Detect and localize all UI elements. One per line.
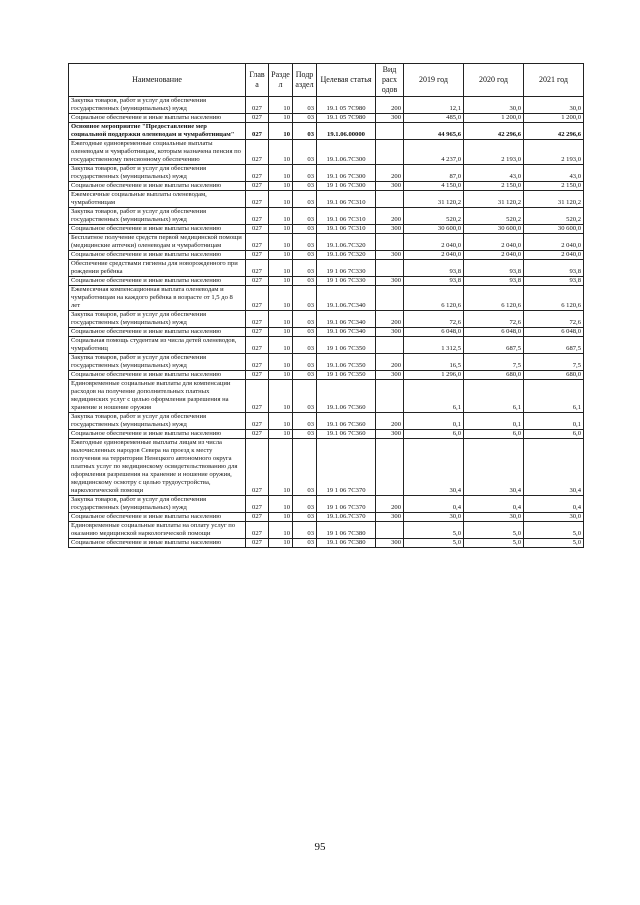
cell-expense-type: 200: [376, 354, 404, 371]
cell-podrazdel: 03: [293, 251, 317, 260]
cell-target-article: 19.1 06 7С310: [317, 225, 376, 234]
cell-razdel: 10: [269, 260, 293, 277]
cell-glava: 027: [246, 182, 269, 191]
cell-name: Социальное обеспечение и иные выплаты населению: [69, 251, 246, 260]
cell-2021: 6,1: [524, 380, 584, 413]
cell-name: Закупка товаров, работ и услуг для обеспечения государственных (муниципальных) нужд: [69, 97, 246, 114]
cell-glava: 027: [246, 140, 269, 165]
cell-glava: 027: [246, 539, 269, 548]
cell-2019: 5,0: [404, 539, 464, 548]
cell-name: Закупка товаров, работ и услуг для обеспечения государственных (муниципальных) нужд: [69, 413, 246, 430]
cell-target-article: 19.1.06.7С370: [317, 513, 376, 522]
cell-glava: 027: [246, 513, 269, 522]
cell-2021: 72,6: [524, 311, 584, 328]
cell-razdel: 10: [269, 337, 293, 354]
cell-razdel: 10: [269, 165, 293, 182]
cell-name: Ежемесячные социальные выплаты оленеводам, чумработницам: [69, 191, 246, 208]
cell-glava: 027: [246, 328, 269, 337]
cell-razdel: 10: [269, 439, 293, 496]
table-header-row: [69, 64, 584, 97]
table-row: [69, 277, 584, 286]
cell-razdel: 10: [269, 522, 293, 539]
budget-table: [68, 63, 584, 548]
cell-expense-type: 300: [376, 114, 404, 123]
cell-podrazdel: 03: [293, 114, 317, 123]
cell-glava: 027: [246, 413, 269, 430]
cell-2019: 12,1: [404, 97, 464, 114]
column-header: Глав а: [246, 64, 269, 97]
cell-2020: 0,4: [464, 496, 524, 513]
table-row: [69, 251, 584, 260]
cell-glava: 027: [246, 522, 269, 539]
cell-2019: 93,8: [404, 260, 464, 277]
cell-name: Ежегодные единовременные выплаты лицам из числа малочисленных народов Севера на проезд к месту получения на территории Ненецкого автономного округа платных услуг по медицинскому освидетельствованию для оформления разрешения на хранение и ношение оружия, медицинскому осмотру с целью трудоустройства, наркологической помощи: [69, 439, 246, 496]
cell-2020: 6,1: [464, 380, 524, 413]
table-row: [69, 123, 584, 140]
page-number: 95: [314, 841, 326, 853]
cell-expense-type: 200: [376, 97, 404, 114]
cell-target-article: 19 1 06 7С370: [317, 439, 376, 496]
cell-2020: 520,2: [464, 208, 524, 225]
cell-2020: 6 048,0: [464, 328, 524, 337]
cell-2019: 16,5: [404, 354, 464, 371]
cell-expense-type: [376, 439, 404, 496]
table-row: [69, 140, 584, 165]
cell-2020: 30,4: [464, 439, 524, 496]
cell-2021: 2 040,0: [524, 234, 584, 251]
cell-name: Социальное обеспечение и иные выплаты населению: [69, 277, 246, 286]
cell-target-article: 19.1.06.00000: [317, 123, 376, 140]
cell-name: Закупка товаров, работ и услуг для обеспечения государственных (муниципальных) нужд: [69, 496, 246, 513]
cell-target-article: 19.1 06 7С380: [317, 539, 376, 548]
cell-podrazdel: 03: [293, 234, 317, 251]
cell-razdel: 10: [269, 380, 293, 413]
cell-razdel: 10: [269, 371, 293, 380]
cell-razdel: 10: [269, 225, 293, 234]
cell-2021: 680,0: [524, 371, 584, 380]
cell-glava: 027: [246, 97, 269, 114]
cell-2021: 687,5: [524, 337, 584, 354]
cell-2021: 2 150,0: [524, 182, 584, 191]
cell-target-article: 19.1.06 7С360: [317, 380, 376, 413]
column-header: 2021 год: [524, 64, 584, 97]
cell-2019: 31 120,2: [404, 191, 464, 208]
table-row: [69, 286, 584, 311]
cell-2019: 6,1: [404, 380, 464, 413]
cell-2019: 5,0: [404, 522, 464, 539]
cell-2021: 0,4: [524, 496, 584, 513]
cell-expense-type: [376, 140, 404, 165]
cell-razdel: 10: [269, 251, 293, 260]
cell-expense-type: 300: [376, 277, 404, 286]
cell-2020: 42 296,6: [464, 123, 524, 140]
cell-2020: 1 200,0: [464, 114, 524, 123]
column-header: Разде л: [269, 64, 293, 97]
cell-2021: 93,8: [524, 277, 584, 286]
cell-2020: 2 040,0: [464, 234, 524, 251]
cell-podrazdel: 03: [293, 260, 317, 277]
cell-2019: 6 048,0: [404, 328, 464, 337]
table-row: [69, 539, 584, 548]
cell-2021: 5,0: [524, 539, 584, 548]
table-row: [69, 114, 584, 123]
table-row: [69, 208, 584, 225]
cell-glava: 027: [246, 191, 269, 208]
cell-podrazdel: 03: [293, 513, 317, 522]
cell-razdel: 10: [269, 513, 293, 522]
cell-name: Социальное обеспечение и иные выплаты населению: [69, 114, 246, 123]
cell-expense-type: 200: [376, 413, 404, 430]
cell-2020: 31 120,2: [464, 191, 524, 208]
cell-glava: 027: [246, 208, 269, 225]
cell-2020: 30,0: [464, 97, 524, 114]
table-row: [69, 225, 584, 234]
cell-expense-type: 300: [376, 182, 404, 191]
cell-glava: 027: [246, 337, 269, 354]
cell-name: Закупка товаров, работ и услуг для обеспечения государственных (муниципальных) нужд: [69, 208, 246, 225]
cell-2021: 30,0: [524, 513, 584, 522]
cell-podrazdel: 03: [293, 439, 317, 496]
cell-2021: 31 120,2: [524, 191, 584, 208]
table-row: [69, 513, 584, 522]
cell-2021: 0,1: [524, 413, 584, 430]
cell-target-article: 19.1.06.7С300: [317, 140, 376, 165]
cell-name: Основное мероприятие "Предоставление мер социальной поддержки оленеводам и чумработницам": [69, 123, 246, 140]
cell-name: Единовременные социальные выплаты для компенсации расходов на получение дополнительных платных медицинских услуг с целью оформления разрешения на хранение и ношение оружия: [69, 380, 246, 413]
cell-expense-type: [376, 522, 404, 539]
table-row: [69, 413, 584, 430]
cell-razdel: 10: [269, 277, 293, 286]
cell-target-article: 19 1 06 7С300: [317, 182, 376, 191]
cell-2020: 30 600,0: [464, 225, 524, 234]
cell-2021: 6 120,6: [524, 286, 584, 311]
cell-2019: 87,0: [404, 165, 464, 182]
cell-target-article: 19 1 06 7С380: [317, 522, 376, 539]
cell-target-article: 19.1 06 7С340: [317, 328, 376, 337]
cell-podrazdel: 03: [293, 496, 317, 513]
cell-target-article: 19 1 06 7С370: [317, 496, 376, 513]
cell-2021: 2 040,0: [524, 251, 584, 260]
cell-glava: 027: [246, 354, 269, 371]
cell-podrazdel: 03: [293, 337, 317, 354]
cell-podrazdel: 03: [293, 380, 317, 413]
cell-2020: 5,0: [464, 539, 524, 548]
cell-target-article: 19.1 06 7С310: [317, 208, 376, 225]
cell-razdel: 10: [269, 286, 293, 311]
cell-2020: 93,8: [464, 277, 524, 286]
cell-podrazdel: 03: [293, 225, 317, 234]
cell-razdel: 10: [269, 311, 293, 328]
cell-2019: 44 965,6: [404, 123, 464, 140]
cell-glava: 027: [246, 251, 269, 260]
cell-glava: 027: [246, 311, 269, 328]
table-row: [69, 234, 584, 251]
cell-target-article: 19.1 06 7С340: [317, 311, 376, 328]
cell-razdel: 10: [269, 208, 293, 225]
cell-glava: 027: [246, 380, 269, 413]
table-row: [69, 371, 584, 380]
cell-expense-type: [376, 123, 404, 140]
cell-podrazdel: 03: [293, 371, 317, 380]
table-row: [69, 97, 584, 114]
cell-2020: 2 040,0: [464, 251, 524, 260]
cell-2019: 4 237,0: [404, 140, 464, 165]
table-row: [69, 354, 584, 371]
cell-expense-type: 300: [376, 371, 404, 380]
cell-2019: 4 150,0: [404, 182, 464, 191]
cell-2020: 2 193,0: [464, 140, 524, 165]
table-row: [69, 328, 584, 337]
cell-podrazdel: 03: [293, 286, 317, 311]
cell-target-article: 19.1 05 7С980: [317, 114, 376, 123]
cell-2020: 72,6: [464, 311, 524, 328]
cell-glava: 027: [246, 439, 269, 496]
cell-expense-type: 300: [376, 225, 404, 234]
cell-expense-type: 200: [376, 165, 404, 182]
column-header: 2020 год: [464, 64, 524, 97]
cell-expense-type: [376, 191, 404, 208]
cell-name: Социальное обеспечение и иные выплаты населению: [69, 371, 246, 380]
cell-2019: 30,0: [404, 513, 464, 522]
cell-2020: 7,5: [464, 354, 524, 371]
cell-expense-type: 200: [376, 311, 404, 328]
cell-podrazdel: 03: [293, 328, 317, 337]
cell-razdel: 10: [269, 328, 293, 337]
cell-name: Закупка товаров, работ и услуг для обеспечения государственных (муниципальных) нужд: [69, 354, 246, 371]
cell-razdel: 10: [269, 191, 293, 208]
cell-target-article: 19.1 05 7С980: [317, 97, 376, 114]
cell-name: Ежемесячная компенсационная выплата оленеводам и чумработницам на каждого ребёнка в возрасте от 1,5 до 8 лет: [69, 286, 246, 311]
cell-name: Социальное обеспечение и иные выплаты населению: [69, 225, 246, 234]
cell-razdel: 10: [269, 114, 293, 123]
cell-podrazdel: 03: [293, 311, 317, 328]
cell-podrazdel: 03: [293, 430, 317, 439]
column-header: 2019 год: [404, 64, 464, 97]
table-row: [69, 260, 584, 277]
cell-glava: 027: [246, 286, 269, 311]
cell-target-article: 19.1 06 7С300: [317, 165, 376, 182]
table-row: [69, 191, 584, 208]
cell-2020: 2 150,0: [464, 182, 524, 191]
cell-podrazdel: 03: [293, 191, 317, 208]
cell-glava: 027: [246, 260, 269, 277]
cell-expense-type: 300: [376, 328, 404, 337]
cell-name: Социальное обеспечение и иные выплаты населению: [69, 513, 246, 522]
cell-target-article: 19.1 06 7С360: [317, 413, 376, 430]
cell-2020: 680,0: [464, 371, 524, 380]
cell-2019: 1 296,0: [404, 371, 464, 380]
cell-2021: 30,0: [524, 97, 584, 114]
cell-2021: 30 600,0: [524, 225, 584, 234]
cell-2020: 30,0: [464, 513, 524, 522]
table-row: [69, 439, 584, 496]
cell-expense-type: 200: [376, 208, 404, 225]
cell-target-article: 19 1 06 7С330: [317, 277, 376, 286]
column-header: Целевая статья: [317, 64, 376, 97]
cell-2019: 6,0: [404, 430, 464, 439]
cell-glava: 027: [246, 430, 269, 439]
cell-2019: 6 120,6: [404, 286, 464, 311]
cell-razdel: 10: [269, 539, 293, 548]
cell-target-article: 19 1 06 7С350: [317, 371, 376, 380]
cell-2021: 30,4: [524, 439, 584, 496]
cell-target-article: 19.1.06.7С340: [317, 286, 376, 311]
cell-expense-type: 300: [376, 539, 404, 548]
cell-2021: 6,0: [524, 430, 584, 439]
cell-razdel: 10: [269, 354, 293, 371]
cell-name: Единовременные социальные выплаты на оплату услуг по оказанию медицинской наркологической помощи: [69, 522, 246, 539]
cell-2020: 687,5: [464, 337, 524, 354]
cell-name: Закупка товаров, работ и услуг для обеспечения государственных (муниципальных) нужд: [69, 311, 246, 328]
cell-podrazdel: 03: [293, 208, 317, 225]
cell-2021: 2 193,0: [524, 140, 584, 165]
cell-2019: 72,6: [404, 311, 464, 328]
cell-razdel: 10: [269, 182, 293, 191]
cell-podrazdel: 03: [293, 123, 317, 140]
cell-glava: 027: [246, 371, 269, 380]
table-row: [69, 165, 584, 182]
cell-glava: 027: [246, 277, 269, 286]
cell-2021: 7,5: [524, 354, 584, 371]
table-row: [69, 380, 584, 413]
table-row: [69, 430, 584, 439]
cell-expense-type: [376, 286, 404, 311]
cell-name: Бесплатное получение средств первой медицинской помощи (медицинские аптечки) оленеводам и чумработницам: [69, 234, 246, 251]
cell-2021: 520,2: [524, 208, 584, 225]
cell-target-article: 19.1 06 7С310: [317, 191, 376, 208]
column-header: Вид расх одов: [376, 64, 404, 97]
cell-2021: 6 048,0: [524, 328, 584, 337]
cell-expense-type: 300: [376, 251, 404, 260]
cell-podrazdel: 03: [293, 97, 317, 114]
cell-name: Социальное обеспечение и иные выплаты населению: [69, 328, 246, 337]
cell-razdel: 10: [269, 140, 293, 165]
cell-2020: 93,8: [464, 260, 524, 277]
cell-expense-type: 300: [376, 513, 404, 522]
cell-2021: 42 296,6: [524, 123, 584, 140]
cell-name: Социальное обеспечение и иные выплаты населению: [69, 182, 246, 191]
table-row: [69, 522, 584, 539]
cell-2020: 43,0: [464, 165, 524, 182]
cell-expense-type: [376, 380, 404, 413]
cell-podrazdel: 03: [293, 182, 317, 191]
cell-podrazdel: 03: [293, 165, 317, 182]
cell-glava: 027: [246, 165, 269, 182]
table-row: [69, 182, 584, 191]
cell-podrazdel: 03: [293, 413, 317, 430]
cell-glava: 027: [246, 123, 269, 140]
cell-razdel: 10: [269, 413, 293, 430]
cell-expense-type: 200: [376, 496, 404, 513]
cell-2021: 43,0: [524, 165, 584, 182]
table-row: [69, 496, 584, 513]
cell-name: Социальная помощь студентам из числа детей оленеводов, чумработниц: [69, 337, 246, 354]
cell-expense-type: [376, 337, 404, 354]
cell-podrazdel: 03: [293, 354, 317, 371]
cell-2019: 1 312,5: [404, 337, 464, 354]
cell-2019: 0,4: [404, 496, 464, 513]
cell-glava: 027: [246, 496, 269, 513]
cell-2019: 0,1: [404, 413, 464, 430]
cell-target-article: 19.1.06 7С320: [317, 251, 376, 260]
cell-target-article: 19.1.06.7С320: [317, 234, 376, 251]
cell-podrazdel: 03: [293, 539, 317, 548]
cell-razdel: 10: [269, 430, 293, 439]
cell-razdel: 10: [269, 97, 293, 114]
cell-razdel: 10: [269, 123, 293, 140]
cell-expense-type: 300: [376, 430, 404, 439]
cell-target-article: 19.1 06 7С360: [317, 430, 376, 439]
cell-name: Социальное обеспечение и иные выплаты населению: [69, 539, 246, 548]
cell-podrazdel: 03: [293, 140, 317, 165]
cell-expense-type: [376, 234, 404, 251]
cell-glava: 027: [246, 225, 269, 234]
cell-expense-type: [376, 260, 404, 277]
table-row: [69, 311, 584, 328]
cell-2019: 520,2: [404, 208, 464, 225]
cell-2021: 5,0: [524, 522, 584, 539]
cell-razdel: 10: [269, 496, 293, 513]
cell-name: Социальное обеспечение и иные выплаты населению: [69, 430, 246, 439]
cell-2019: 2 040,0: [404, 234, 464, 251]
cell-2020: 6,0: [464, 430, 524, 439]
cell-2019: 30 600,0: [404, 225, 464, 234]
cell-glava: 027: [246, 114, 269, 123]
cell-name: Обеспечение средствами гигиены для новорожденного при рождении ребёнка: [69, 260, 246, 277]
cell-2020: 0,1: [464, 413, 524, 430]
cell-2019: 30,4: [404, 439, 464, 496]
cell-target-article: 19 1 06 7С330: [317, 260, 376, 277]
cell-2020: 6 120,6: [464, 286, 524, 311]
cell-2021: 93,8: [524, 260, 584, 277]
table-body: [69, 97, 584, 548]
cell-2021: 1 200,0: [524, 114, 584, 123]
cell-name: Закупка товаров, работ и услуг для обеспечения государственных (муниципальных) нужд: [69, 165, 246, 182]
cell-name: Ежегодные единовременные социальные выплаты оленеводам и чумработницам, которым назначена пенсия по государственному пенсионному обеспечению: [69, 140, 246, 165]
table-row: [69, 337, 584, 354]
cell-razdel: 10: [269, 234, 293, 251]
column-header: Подр аздел: [293, 64, 317, 97]
cell-2019: 2 040,0: [404, 251, 464, 260]
cell-2019: 485,0: [404, 114, 464, 123]
cell-target-article: 19.1.06 7С350: [317, 354, 376, 371]
cell-2019: 93,8: [404, 277, 464, 286]
cell-target-article: 19 1 06 7С350: [317, 337, 376, 354]
cell-2020: 5,0: [464, 522, 524, 539]
column-header: Наименование: [69, 64, 246, 97]
cell-podrazdel: 03: [293, 522, 317, 539]
cell-podrazdel: 03: [293, 277, 317, 286]
cell-glava: 027: [246, 234, 269, 251]
